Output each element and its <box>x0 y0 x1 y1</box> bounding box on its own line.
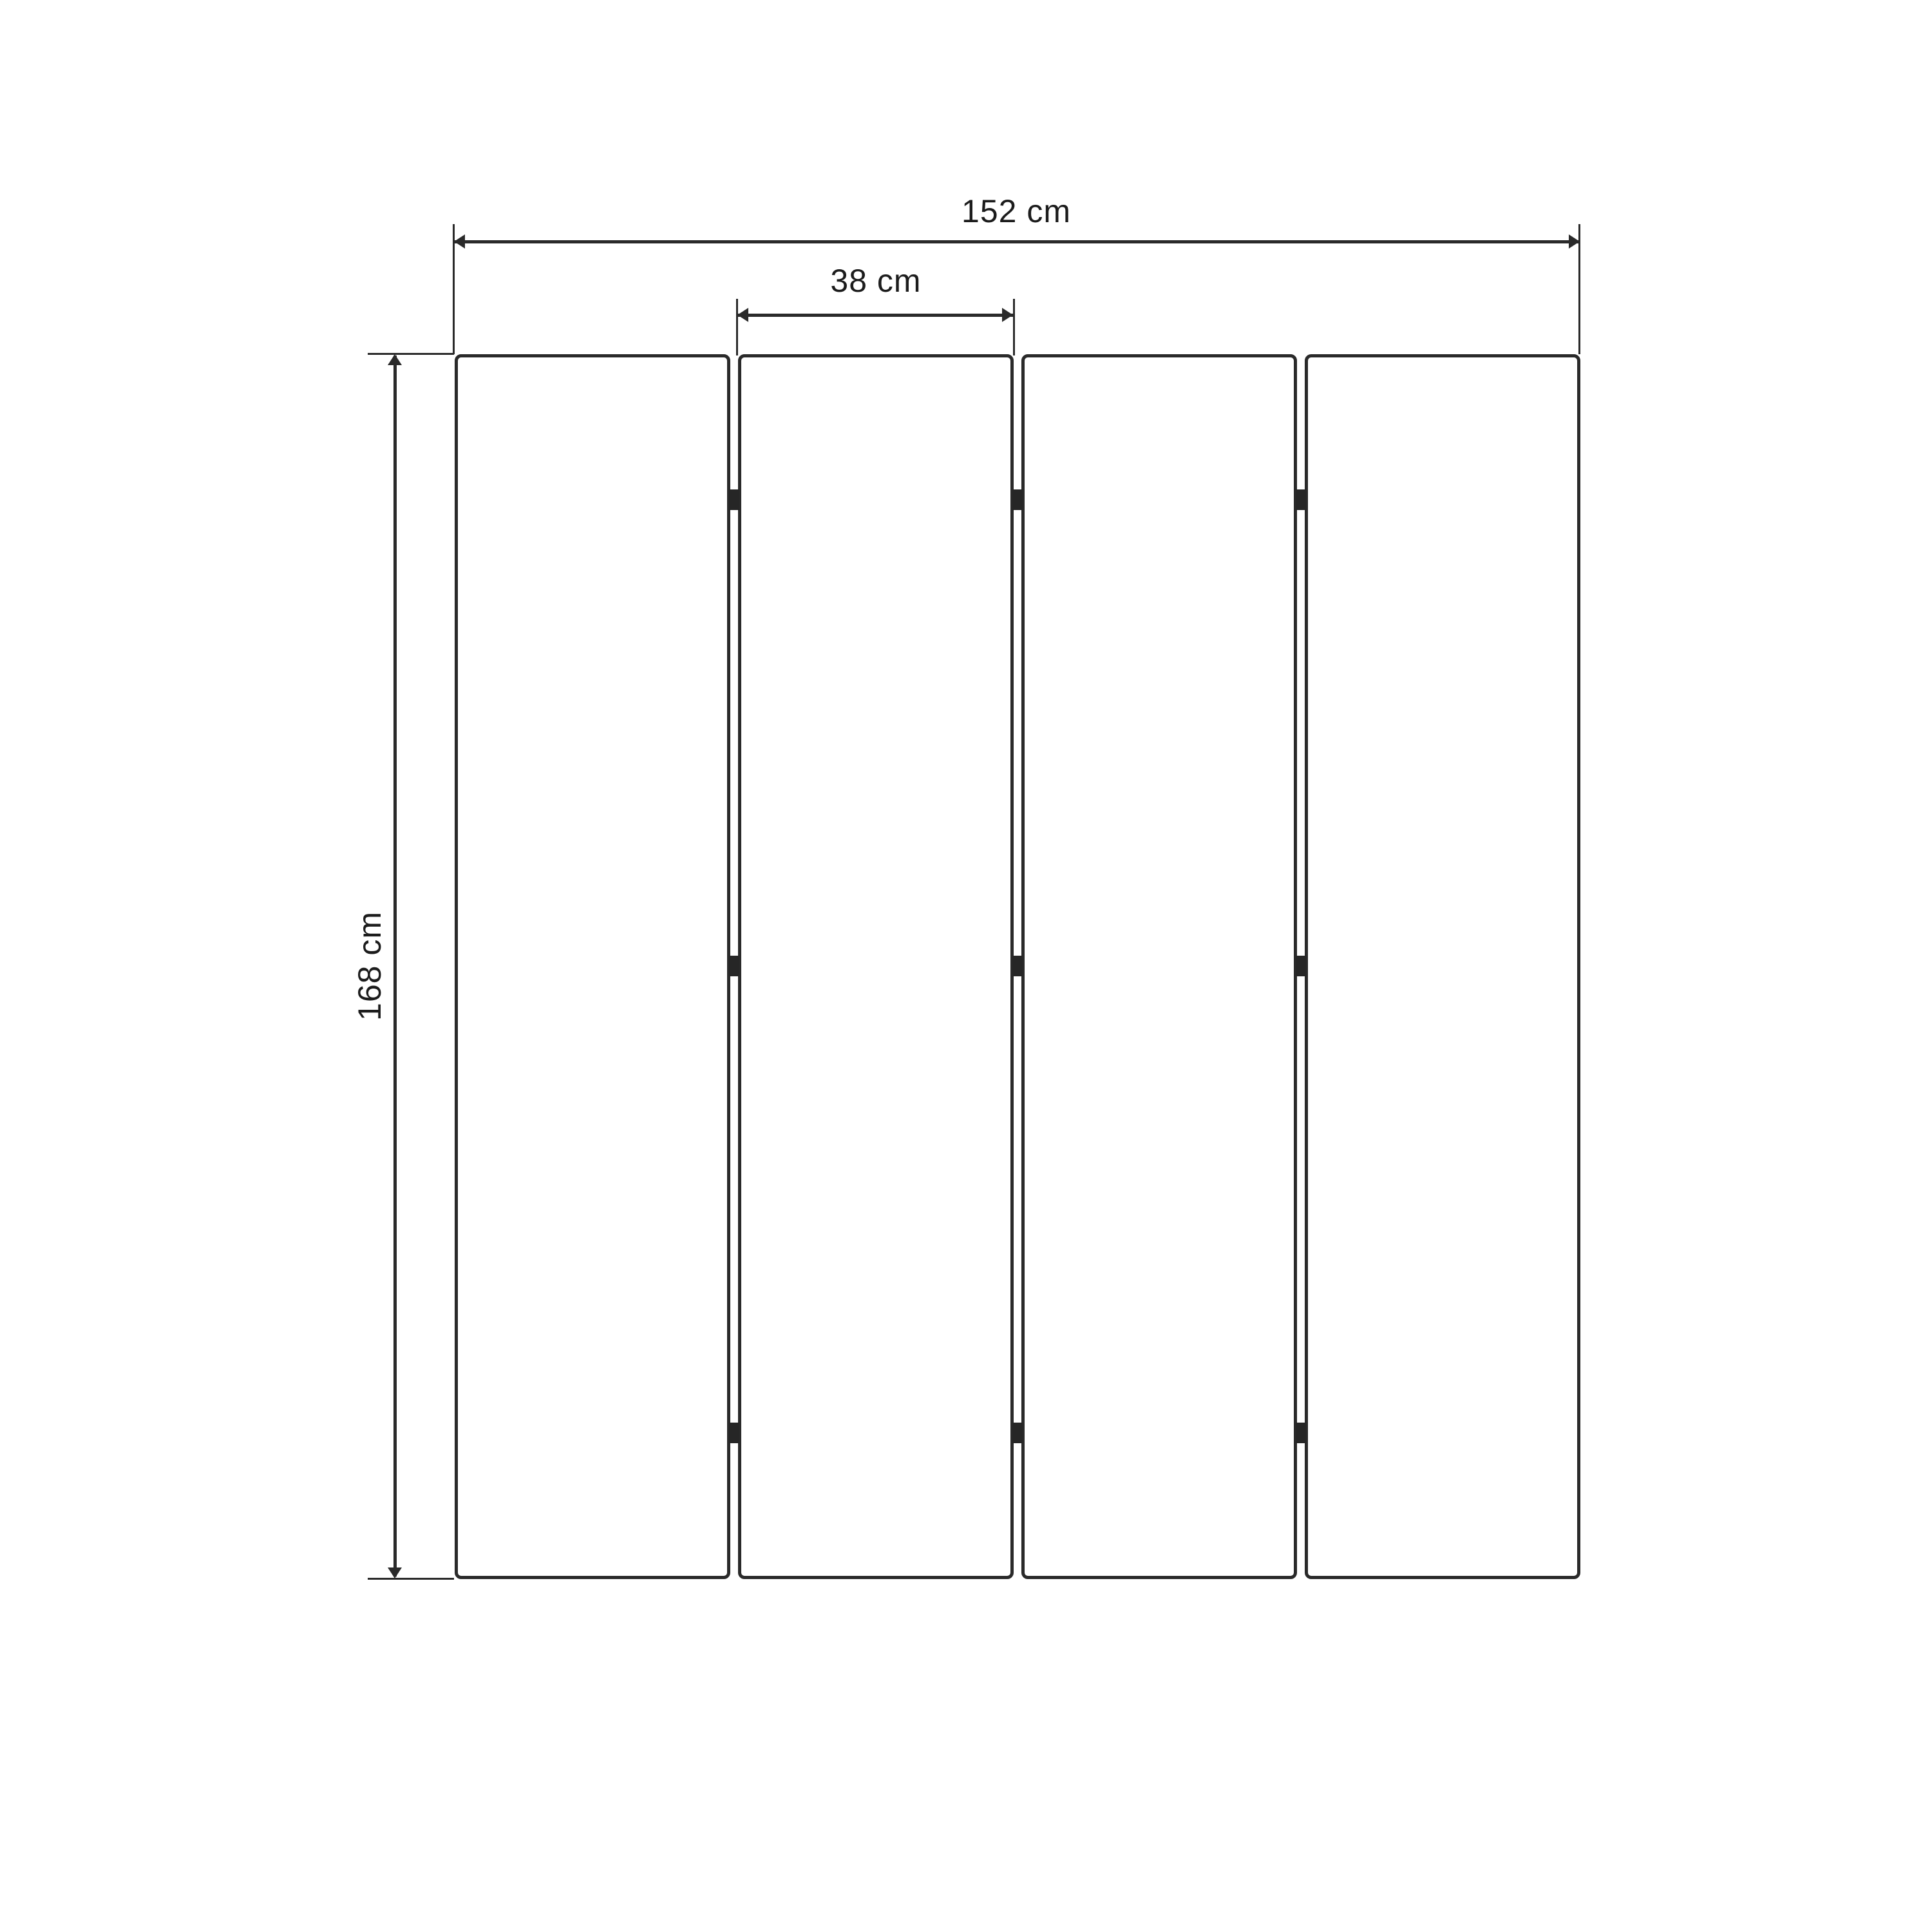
height-label: 168 cm <box>352 911 388 1021</box>
arrowhead-down-icon <box>388 1567 402 1578</box>
hinge-mark <box>1012 956 1023 976</box>
extension-line-height-top <box>368 353 454 355</box>
hinge-mark <box>1012 489 1023 510</box>
arrowhead-up-icon <box>388 354 402 365</box>
hinge-mark <box>729 956 739 976</box>
hinge-mark <box>1296 1423 1306 1443</box>
panel-4 <box>1305 354 1580 1579</box>
arrowhead-right-icon <box>1569 234 1580 249</box>
total-width-dimension-line <box>454 240 1580 243</box>
arrowhead-left-icon <box>454 234 465 249</box>
arrowhead-right-icon <box>1002 308 1013 322</box>
extension-line-panel-right <box>1013 299 1015 355</box>
hinge-mark <box>729 489 739 510</box>
arrowhead-left-icon <box>737 308 748 322</box>
extension-line-height-bottom <box>368 1578 454 1580</box>
panel-width-label: 38 cm <box>830 263 922 299</box>
total-width-label: 152 cm <box>961 193 1071 229</box>
panel-1 <box>455 354 730 1579</box>
hinge-mark <box>1296 956 1306 976</box>
hinge-mark <box>729 1423 739 1443</box>
hinge-mark <box>1296 489 1306 510</box>
panel-3 <box>1021 354 1297 1579</box>
height-dimension-line <box>393 355 397 1577</box>
panel-2 <box>738 354 1014 1579</box>
hinge-mark <box>1012 1423 1023 1443</box>
panel-width-dimension-line <box>737 314 1013 317</box>
